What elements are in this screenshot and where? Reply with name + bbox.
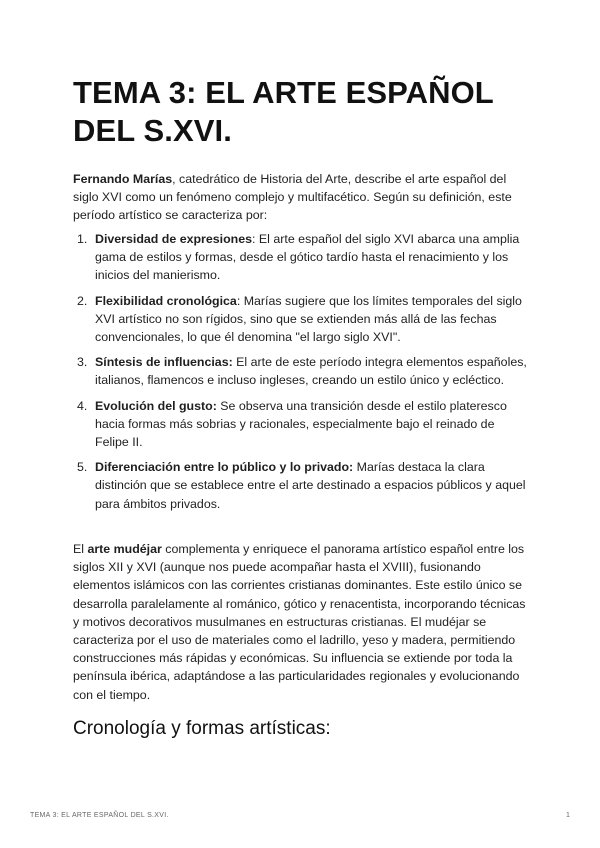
list-text: El arte español del siglo XVI abarca una amplia gama de estilos y formas, desde el gótico tardío hasta el renacimiento y los inicios del manierismo. — [95, 232, 520, 283]
list-number: 4. — [77, 398, 88, 413]
intro-author: Fernando Marías — [73, 172, 173, 186]
list-number: 3. — [77, 355, 88, 370]
list-text: Marías destaca la clara distinción que se establece entre el arte destinado a espacios públicos y aquel para ámbitos privados. — [95, 460, 526, 511]
list-term: Diversidad de expresiones — [95, 232, 253, 246]
characteristics-list — [73, 230, 528, 520]
mudejar-term: arte mudéjar — [87, 542, 162, 556]
list-term: Síntesis de influencias: — [95, 355, 233, 370]
list-term: Evolución del gusto: — [95, 398, 217, 413]
list-item — [73, 353, 528, 389]
list-item: 1. Diversidad de expresiones: El arte español del siglo XVI abarca una amplia gama de estilos y formas, desde el gótico tardío hasta el renacimiento y los inicios del manierismo. — [77, 232, 520, 283]
footer-title: TEMA 3: EL ARTE ESPAÑOL DEL S.XVI. — [30, 812, 169, 819]
list-number: 2. — [77, 293, 88, 308]
intro-text: , catedrático de Historia del Arte, describe el arte español del siglo XVI como un fenómeno complejo y multifacético. Según su definición, este período artístico se caracteriza por: — [73, 172, 512, 223]
list-term: Diferenciación entre lo público y lo privado: — [95, 460, 354, 475]
list-text: El arte de este período integra elementos españoles, italianos, flamencos e incluso ingleses, creando un estilo único y ecléctico. — [95, 355, 527, 388]
list-term: Flexibilidad cronológica — [95, 293, 237, 308]
list-text: Se observa una transición desde el estilo plateresco hacia formas más sobrias y racionales, especialmente bajo el reinado de Felipe II. — [95, 398, 507, 450]
list-number: 1. — [77, 232, 88, 246]
mudejar-text: complementa y enriquece el panorama artístico español entre los siglos XII y XVI (aunque nos puede acompañar hasta el XVIII), fusionando elementos islámicos con las corrientes cristianas dominantes. Este estilo único se desarrolla paralelamente al románico, gótico y renacentista, incorporando técnicas y motivos decorativos musulmanes en estructuras cristianas. El mudéjar se caracteriza por el uso de materiales como el ladrillo, yeso y madera, permitiendo construcciones más rápidas y económicas. Su influencia se extiende por toda la península ibérica, adaptándose a las particularidades regionales y evolucionando con el tiempo. — [73, 542, 526, 702]
mudejar-paragraph: El arte mudéjar complementa y enriquece el panorama artístico español entre los siglos XII y XVI (aunque nos puede acompañar hasta el XVIII), fusionando elementos islámicos con las corrientes cristianas dominantes. Este estilo único se desarrolla paralelamente al románico, gótico y renacentista, incorporando técnicas y motivos decorativos musulmanes en estructuras cristianas. El mudéjar se caracteriza por el uso de materiales como el ladrillo, yeso y madera, permitiendo construcciones más rápidas y económicas. Su influencia se extiende por toda la península ibérica, adaptándose a las particularidades regionales y evolucionando con el tiempo. — [73, 542, 526, 702]
page-number: 1 — [566, 812, 570, 819]
list-text: Marías sugiere que los límites temporales del siglo XVI artístico no son rígidos, sino que se extienden más allá de las fechas convencionales, lo que él denomina "el largo siglo XVI". — [95, 293, 522, 345]
list-item: 2. Flexibilidad cronológica: Marías sugiere que los límites temporales del siglo XVI artístico no son rígidos, sino que se extienden más allá de las fechas convencionales, lo que él denomina "el largo siglo XVI". — [77, 293, 522, 345]
section-heading: Cronología y formas artísticas: — [73, 718, 331, 739]
list-item — [73, 397, 528, 452]
page-title: TEMA 3: EL ARTE ESPAÑOL DEL S.XVI. — [73, 75, 494, 148]
list-item — [73, 458, 528, 513]
list-number: 5. — [77, 460, 88, 475]
intro-paragraph — [73, 170, 528, 225]
